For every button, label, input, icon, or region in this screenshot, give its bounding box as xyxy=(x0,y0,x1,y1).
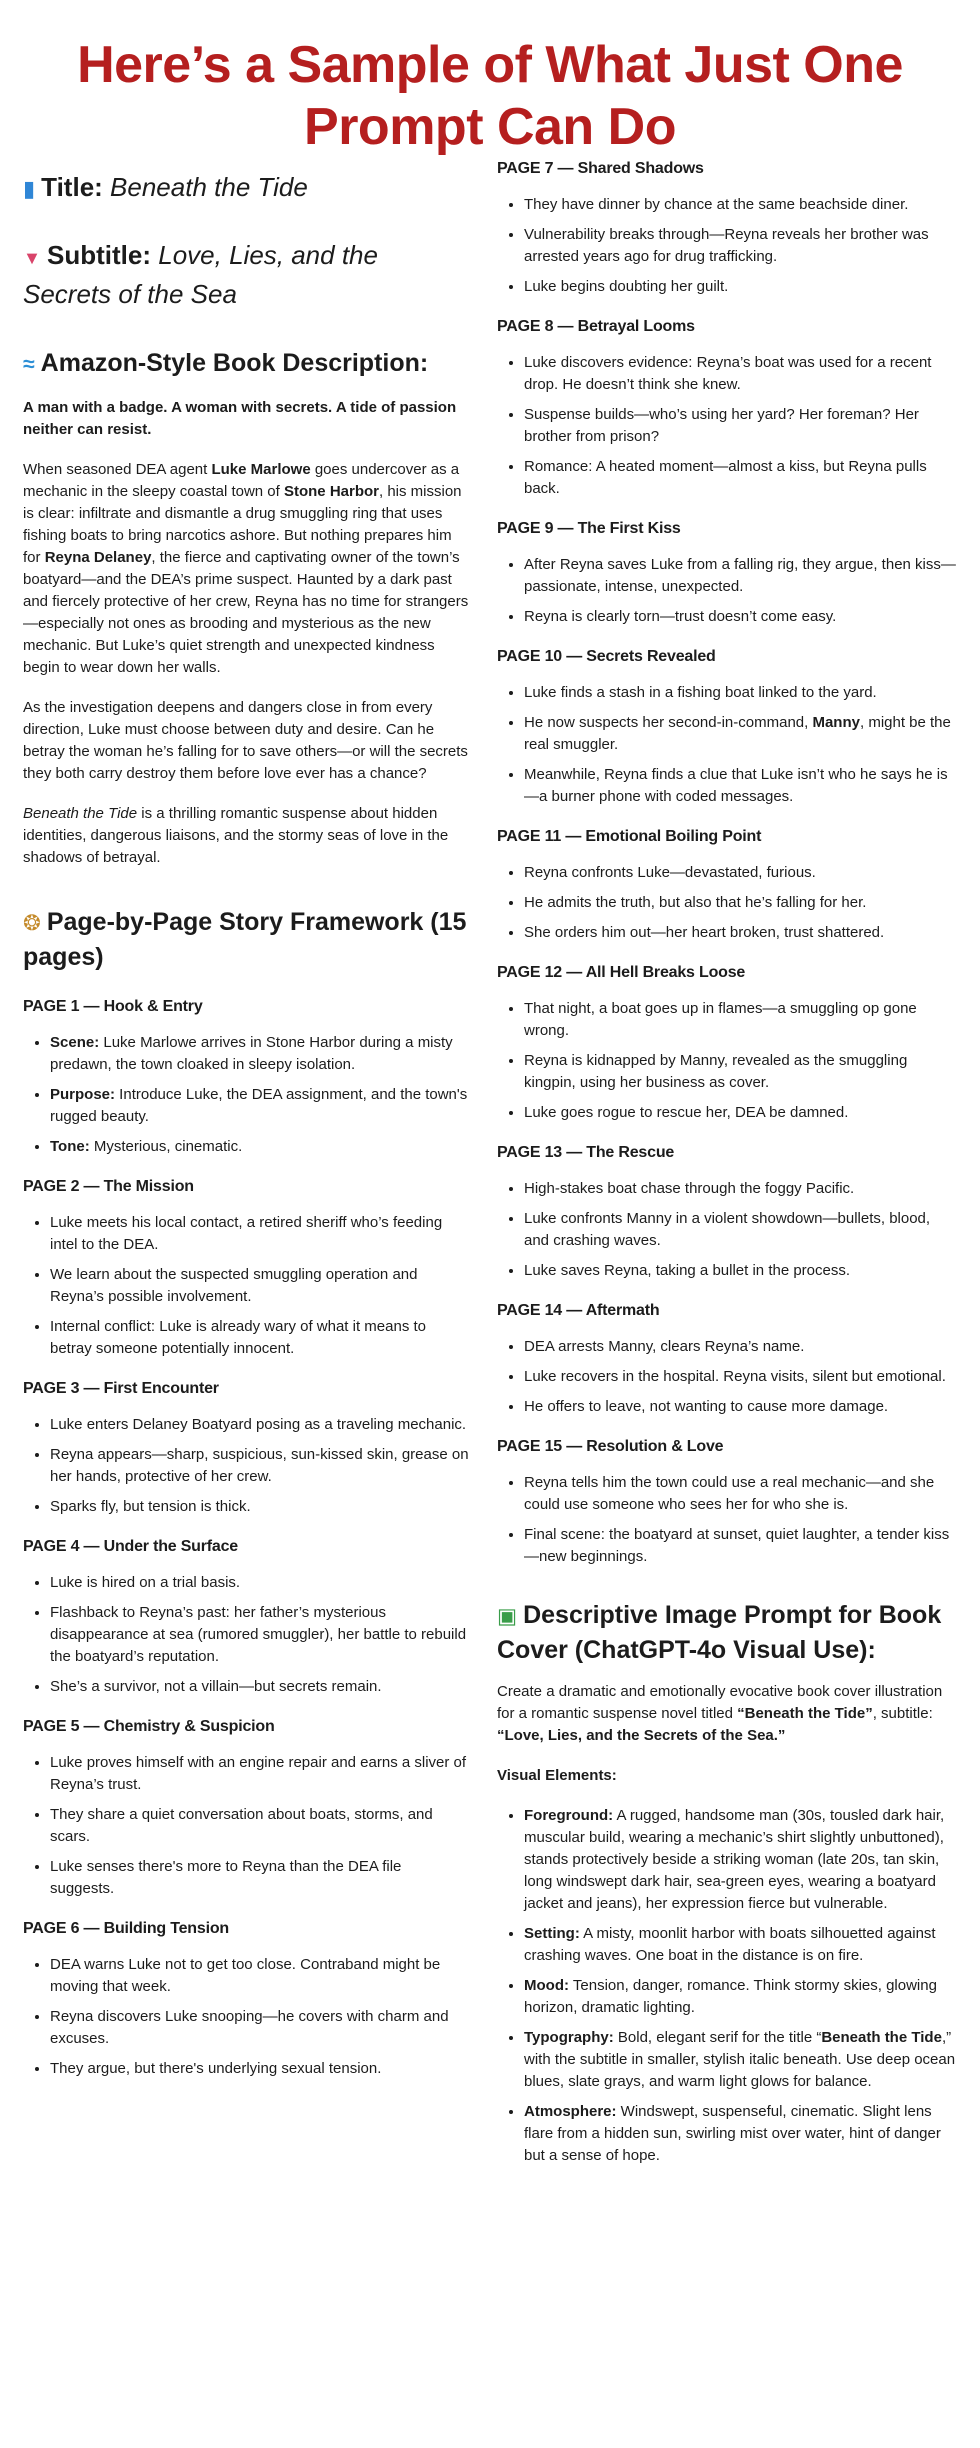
page-13-list xyxy=(497,1178,957,1282)
page-11-list xyxy=(497,862,957,944)
list-item: • High-stakes boat chase through the foggy Pacific. xyxy=(524,1178,957,1200)
visual-elements-label: Visual Elements: xyxy=(497,1767,617,1784)
page-7-heading: PAGE 7 — Shared Shadows xyxy=(497,160,704,177)
list-item: • Romance: A heated moment—almost a kiss, but Reyna pulls back. xyxy=(524,456,957,500)
list-item: • She’s a survivor, not a villain—but secrets remain. xyxy=(50,1676,469,1698)
list-item: • He now suspects her second-in-command, Manny, might be the real smuggler. xyxy=(524,712,957,756)
list-item: • Luke meets his local contact, a retired sheriff who’s feeding intel to the DEA. xyxy=(50,1212,469,1256)
list-item: • They have dinner by chance at the same beachside diner. xyxy=(524,194,957,216)
list-item: • Luke begins doubting her guilt. xyxy=(524,276,957,298)
page-11-heading: PAGE 11 — Emotional Boiling Point xyxy=(497,828,762,845)
list-item: • Luke finds a stash in a fishing boat linked to the yard. xyxy=(524,682,957,704)
page-9-list xyxy=(497,554,957,628)
wave-icon: ≈ xyxy=(23,352,35,376)
page-13-heading: PAGE 13 — The Rescue xyxy=(497,1144,675,1161)
page-6-list xyxy=(23,1954,469,2080)
page-1-heading: PAGE 1 — Hook & Entry xyxy=(23,998,203,1015)
description-heading: ≈ Amazon-Style Book Description: xyxy=(23,349,429,377)
page-3-list xyxy=(23,1414,469,1518)
description-paragraph-1: When seasoned DEA agent Luke Marlowe goes undercover as a mechanic in the sleepy coastal town of Stone Harbor, his mission is clear: infiltrate and dismantle a drug smuggling ring that uses fishing boats to bring narcotics ashore. But nothing prepares him for Reyna Delaney, the fierce and captivating owner of the town’s boatyard—and the DEA’s prime suspect. Haunted by a dark past and fiercely protective of her crew, Reyna has no time for strangers—especially not ones as brooding and mysterious as the new mechanic. But Luke’s quiet strength and unexpected kindness begin to wear down her walls. xyxy=(23,461,469,676)
title-value: Beneath the Tide xyxy=(110,172,308,202)
page-10-list xyxy=(497,682,957,808)
list-item: • Internal conflict: Luke is already wary of what it means to betray someone potentially innocent. xyxy=(50,1316,469,1360)
list-item: • Final scene: the boatyard at sunset, quiet laughter, a tender kiss—new beginnings. xyxy=(524,1524,957,1568)
list-item: • Reyna confronts Luke—devastated, furious. xyxy=(524,862,957,884)
page-15-list xyxy=(497,1472,957,1568)
list-item: • Sparks fly, but tension is thick. xyxy=(50,1496,469,1518)
list-item: • Luke enters Delaney Boatyard posing as a traveling mechanic. xyxy=(50,1414,469,1436)
page-12-heading: PAGE 12 — All Hell Breaks Loose xyxy=(497,964,746,981)
description-tagline: A man with a badge. A woman with secrets. A tide of passion neither can resist. xyxy=(23,399,457,438)
cover-prompt-heading: ▣ Descriptive Image Prompt for Book Cover (ChatGPT-4o Visual Use): xyxy=(497,1601,942,1664)
list-item: • Setting: A misty, moonlit harbor with boats silhouetted against crashing waves. One boat in the distance is on fire. xyxy=(524,1923,957,1967)
list-item: • Suspense builds—who’s using her yard? Her foreman? Her brother from prison? xyxy=(524,404,957,448)
book-title xyxy=(23,169,469,207)
list-item: • Luke proves himself with an engine repair and earns a sliver of Reyna’s trust. xyxy=(50,1752,469,1796)
list-item: • Scene: Luke Marlowe arrives in Stone Harbor during a misty predawn, the town cloaked in sleepy isolation. xyxy=(50,1032,469,1076)
page-4-list xyxy=(23,1572,469,1698)
list-item: • She orders him out—her heart broken, trust shattered. xyxy=(524,922,957,944)
left-column xyxy=(23,169,469,2185)
page-14-list xyxy=(497,1336,957,1418)
list-item: • Atmosphere: Windswept, suspenseful, cinematic. Slight lens flare from a hidden sun, swirling mist over water, hint of danger but a sense of hope. xyxy=(524,2101,957,2167)
page-1-list xyxy=(23,1032,469,1158)
list-item: • DEA arrests Manny, clears Reyna’s name. xyxy=(524,1336,957,1358)
page-10-heading: PAGE 10 — Secrets Revealed xyxy=(497,648,716,665)
subtitle-label: Subtitle: xyxy=(47,240,152,270)
heading-line-2: Prompt Can Do xyxy=(304,98,676,156)
list-item: • Luke discovers evidence: Reyna’s boat was used for a recent drop. He doesn’t think she knew. xyxy=(524,352,957,396)
page-8-heading: PAGE 8 — Betrayal Looms xyxy=(497,318,695,335)
list-item: • Flashback to Reyna’s past: her father’s mysterious disappearance at sea (rumored smuggler), her battle to rebuild the boatyard’s reputation. xyxy=(50,1602,469,1668)
list-item: • Luke senses there's more to Reyna than the DEA file suggests. xyxy=(50,1856,469,1900)
list-item: • That night, a boat goes up in flames—a smuggling op gone wrong. xyxy=(524,998,957,1042)
picture-icon: ▣ xyxy=(497,1604,518,1628)
framework-heading: ❂ Page-by-Page Story Framework (15 pages) xyxy=(23,908,467,971)
page-12-list xyxy=(497,998,957,1124)
page-5-list xyxy=(23,1752,469,1900)
description-paragraph-3: Beneath the Tide is a thrilling romantic suspense about hidden identities, dangerous liaisons, and the stormy seas of love in the shadows of betrayal. xyxy=(23,805,449,866)
visual-elements-list xyxy=(497,1805,957,2167)
heading-line-1: Here’s a Sample of What Just One xyxy=(77,36,903,94)
list-item: • Reyna appears—sharp, suspicious, sun-kissed skin, grease on her hands, protective of her crew. xyxy=(50,1444,469,1488)
list-item: • Reyna is kidnapped by Manny, revealed as the smuggling kingpin, using her business as cover. xyxy=(524,1050,957,1094)
book-subtitle xyxy=(23,237,469,312)
page-7-list xyxy=(497,194,957,298)
right-column xyxy=(497,158,957,2185)
subtitle-value: Love, Lies, and the Secrets of the Sea xyxy=(23,240,378,309)
list-item: • After Reyna saves Luke from a falling rig, they argue, then kiss—passionate, intense, unexpected. xyxy=(524,554,957,598)
list-item: • Vulnerability breaks through—Reyna reveals her brother was arrested years ago for drug trafficking. xyxy=(524,224,957,268)
description-paragraph-2: As the investigation deepens and dangers close in from every direction, Luke must choose between duty and desire. Can he betray the woman he’s falling for to save others—or will the secrets they both carry destroy them before love ever has a chance? xyxy=(23,699,468,782)
page-14-heading: PAGE 14 — Aftermath xyxy=(497,1302,660,1319)
page-heading xyxy=(23,0,957,165)
list-item: • Reyna discovers Luke snooping—he covers with charm and excuses. xyxy=(50,2006,469,2050)
page-4-heading: PAGE 4 — Under the Surface xyxy=(23,1538,239,1555)
list-item: • Reyna is clearly torn—trust doesn’t come easy. xyxy=(524,606,957,628)
book-icon: ▮ xyxy=(23,176,36,201)
page-9-heading: PAGE 9 — The First Kiss xyxy=(497,520,681,537)
page-2-list xyxy=(23,1212,469,1360)
list-item: • Tone: Mysterious, cinematic. xyxy=(50,1136,469,1158)
list-item: • Luke goes rogue to rescue her, DEA be damned. xyxy=(524,1102,957,1124)
list-item: • Mood: Tension, danger, romance. Think stormy skies, glowing horizon, dramatic lighting. xyxy=(524,1975,957,2019)
list-item: • Meanwhile, Reyna finds a clue that Luke isn’t who he says he is—a burner phone with coded messages. xyxy=(524,764,957,808)
list-item: • We learn about the suspected smuggling operation and Reyna’s possible involvement. xyxy=(50,1264,469,1308)
cover-prompt-intro: Create a dramatic and emotionally evocative book cover illustration for a romantic suspense novel titled “Beneath the Tide”, subtitle: “Love, Lies, and the Secrets of the Sea.” xyxy=(497,1683,943,1744)
list-item: • Luke confronts Manny in a violent showdown—bullets, blood, and crashing waves. xyxy=(524,1208,957,1252)
page-3-heading: PAGE 3 — First Encounter xyxy=(23,1380,219,1397)
compass-icon: ❂ xyxy=(23,911,41,935)
page-5-heading: PAGE 5 — Chemistry & Suspicion xyxy=(23,1718,275,1735)
list-item: • DEA warns Luke not to get too close. Contraband might be moving that week. xyxy=(50,1954,469,1998)
list-item: • Luke is hired on a trial basis. xyxy=(50,1572,469,1594)
page-8-list xyxy=(497,352,957,500)
list-item: • They share a quiet conversation about boats, storms, and scars. xyxy=(50,1804,469,1848)
page-15-heading: PAGE 15 — Resolution & Love xyxy=(497,1438,724,1455)
list-item: • Typography: Bold, elegant serif for the title “Beneath the Tide,” with the subtitle in smaller, stylish italic beneath. Use deep ocean blues, slate grays, and warm light glows for balance. xyxy=(524,2027,957,2093)
triangle-down-icon: ▼ xyxy=(23,248,42,268)
list-item: • Foreground: A rugged, handsome man (30s, tousled dark hair, muscular build, wearing a mechanic’s shirt slightly unbuttoned), stands protectively beside a striking woman (late 20s, tan skin, long windswept dark hair, sea-green eyes, wearing a boatyard jacket and jeans), her expression fierce but vulnerable. xyxy=(524,1805,957,1915)
page-2-heading: PAGE 2 — The Mission xyxy=(23,1178,194,1195)
list-item: • They argue, but there's underlying sexual tension. xyxy=(50,2058,469,2080)
list-item: • Luke recovers in the hospital. Reyna visits, silent but emotional. xyxy=(524,1366,957,1388)
list-item: • He admits the truth, but also that he’s falling for her. xyxy=(524,892,957,914)
list-item: • Purpose: Introduce Luke, the DEA assignment, and the town's rugged beauty. xyxy=(50,1084,469,1128)
list-item: • He offers to leave, not wanting to cause more damage. xyxy=(524,1396,957,1418)
list-item: • Reyna tells him the town could use a real mechanic—and she could use someone who sees her for who she is. xyxy=(524,1472,957,1516)
title-label: Title: xyxy=(41,172,103,202)
list-item: • Luke saves Reyna, taking a bullet in the process. xyxy=(524,1260,957,1282)
page-6-heading: PAGE 6 — Building Tension xyxy=(23,1920,229,1937)
